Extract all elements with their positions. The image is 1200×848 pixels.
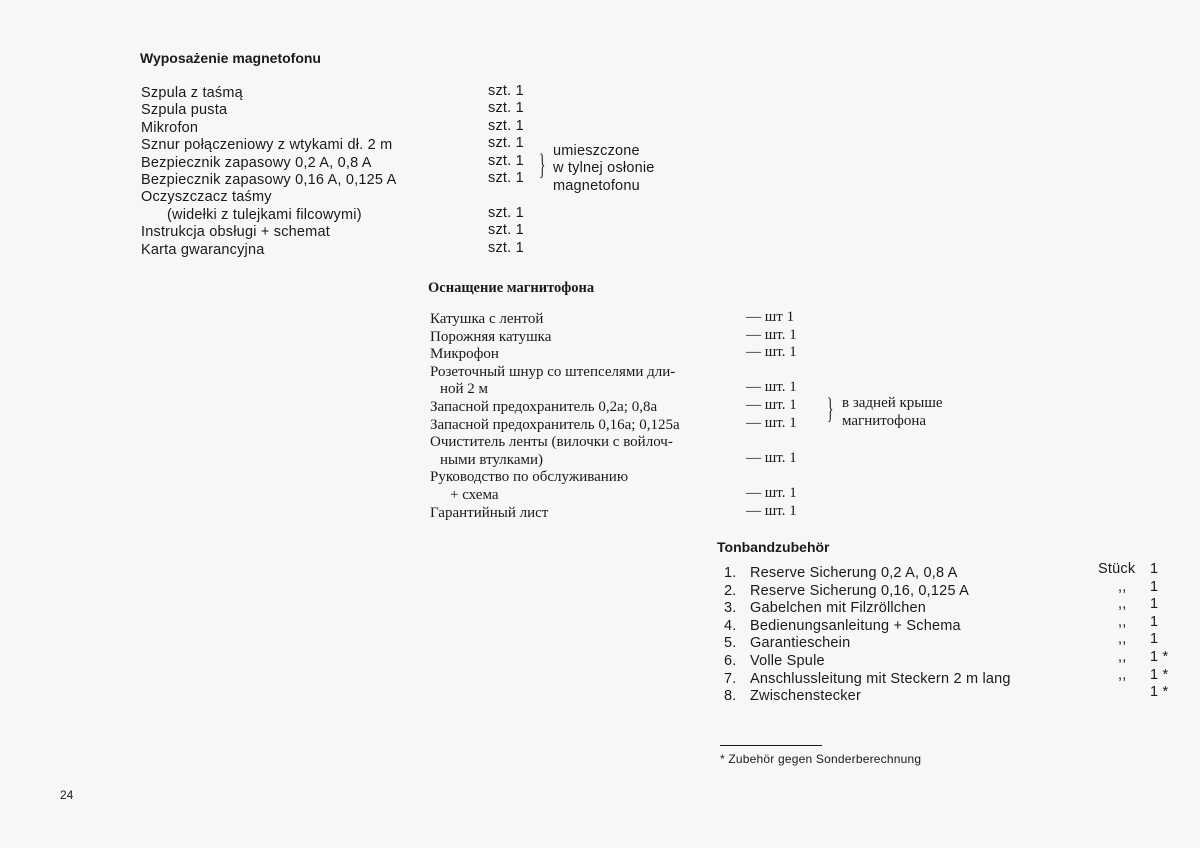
polish-brace: } [538, 148, 546, 181]
note-line: в задней крыше [842, 395, 943, 411]
list-item: Запасной предохранитель 0,2а; 0,8а [430, 398, 658, 415]
russian-brace: } [826, 392, 834, 425]
note-line: w tylnej osłonie [553, 160, 655, 177]
quantity: — шт. 1 [746, 449, 797, 466]
item-number: 7. [724, 670, 737, 687]
item-number: 4. [724, 617, 737, 634]
russian-items [430, 311, 680, 522]
count: 1 * [1150, 666, 1169, 683]
list-item: Reserve Sicherung 0,16, 0,125 A [750, 582, 970, 599]
list-item: Zwischenstecker [750, 688, 861, 705]
quantity [488, 187, 524, 204]
quantity: — шт. 1 [746, 379, 797, 396]
quantity: — шт. 1 [746, 484, 797, 501]
polish-items [141, 85, 396, 259]
list-item: Очиститель ленты (вилочки с войлоч- [430, 434, 673, 451]
german-items [750, 565, 1011, 706]
quantity: szt. 1 [488, 152, 524, 169]
list-item: Anschlussleitung mit Steckern 2 m lang [750, 670, 1011, 687]
list-item: Bezpiecznik zapasowy 0,2 A, 0,8 A [141, 154, 372, 171]
russian-note [842, 395, 943, 430]
list-item: Volle Spule [750, 652, 825, 669]
count: 1 [1150, 561, 1159, 577]
polish-quantities [488, 83, 524, 257]
quantity: — шт. 1 [746, 396, 797, 413]
quantity: — шт. 1 [746, 502, 797, 519]
count: 1 * [1150, 648, 1169, 665]
quantity: szt. 1 [488, 222, 524, 239]
list-item: Instrukcja obsługi + schemat [141, 224, 330, 241]
list-item: Микрофон [430, 346, 499, 363]
list-item: Розеточный шнур со штепселями дли- [430, 363, 676, 380]
german-counts [1150, 561, 1168, 702]
quantity: — шт 1 [746, 309, 795, 325]
quantity: szt. 1 [488, 239, 524, 256]
quantity: szt. 1 [488, 169, 524, 186]
item-number: 1. [724, 565, 737, 581]
item-number: 6. [724, 652, 737, 669]
quantity [746, 467, 797, 485]
count: 1 * [1150, 684, 1169, 701]
german-numbers [724, 565, 737, 706]
list-item: Запасной предохранитель 0,16а; 0,125а [430, 416, 680, 433]
quantity: szt. 1 [488, 83, 524, 99]
page-number: 24 [60, 788, 74, 802]
quantity: szt. 1 [488, 204, 524, 221]
list-item: Szpula z taśmą [141, 85, 243, 101]
russian-heading: Оснащение магнитофона [428, 280, 595, 296]
item-number: 8. [724, 688, 737, 705]
count: 1 [1150, 578, 1159, 595]
count: 1 [1150, 613, 1159, 630]
item-number: 2. [724, 582, 737, 599]
list-item: Mikrofon [141, 119, 199, 136]
list-item: Катушка с лентой [430, 311, 544, 327]
list-item: Sznur połączeniowy z wtykami dł. 2 m [141, 137, 393, 154]
footnote-rule [720, 745, 822, 746]
count: 1 [1150, 596, 1159, 613]
unit [1098, 684, 1135, 702]
quantity: — шт. 1 [746, 344, 797, 361]
list-item: (widełki z tulejkami filcowymi) [167, 206, 362, 223]
polish-note [553, 143, 655, 195]
list-item: Bedienungsanleitung + Schema [750, 617, 961, 634]
note-line: magnetofonu [553, 177, 640, 194]
count: 1 [1150, 631, 1159, 648]
polish-heading: Wyposażenie magnetofonu [140, 50, 321, 66]
quantity: szt. 1 [488, 135, 524, 152]
item-number: 5. [724, 635, 737, 652]
quantity: szt. 1 [488, 100, 524, 117]
list-item: Garantieschein [750, 635, 851, 652]
list-item: Руководство по обслуживанию [430, 469, 629, 486]
list-item: Bezpiecznik zapasowy 0,16 A, 0,125 A [141, 171, 397, 188]
russian-quantities [746, 309, 797, 520]
unit: ,, [1118, 648, 1127, 665]
note-line: магнитофона [842, 412, 927, 429]
unit: ,, [1118, 578, 1127, 595]
quantity: — шт. 1 [746, 326, 797, 343]
german-units [1098, 561, 1135, 702]
list-item: Reserve Sicherung 0,2 A, 0,8 A [750, 565, 958, 581]
quantity: szt. 1 [488, 117, 524, 134]
footnote: * Zubehör gegen Sonderberechnung [720, 752, 922, 766]
unit: Stück [1098, 561, 1136, 577]
list-item: ной 2 м [440, 381, 489, 398]
german-heading: Tonbandzubehör [717, 539, 830, 555]
list-item: Gabelchen mit Filzröllchen [750, 600, 927, 617]
list-item: Karta gwarancyjna [141, 241, 265, 258]
unit: ,, [1118, 631, 1127, 648]
quantity [746, 362, 797, 380]
note-line: umieszczone [553, 143, 640, 159]
unit: ,, [1118, 613, 1127, 630]
list-item: Szpula pusta [141, 102, 228, 119]
quantity [746, 432, 797, 450]
quantity: — шт. 1 [746, 414, 797, 431]
list-item: + схема [450, 486, 499, 503]
list-item: ными втулками) [440, 451, 544, 468]
unit: ,, [1118, 596, 1127, 613]
unit: ,, [1118, 666, 1127, 683]
list-item: Гарантийный лист [430, 504, 549, 521]
list-item: Oczyszczacz taśmy [141, 189, 272, 206]
list-item: Порожняя катушка [430, 328, 552, 345]
item-number: 3. [724, 600, 737, 617]
